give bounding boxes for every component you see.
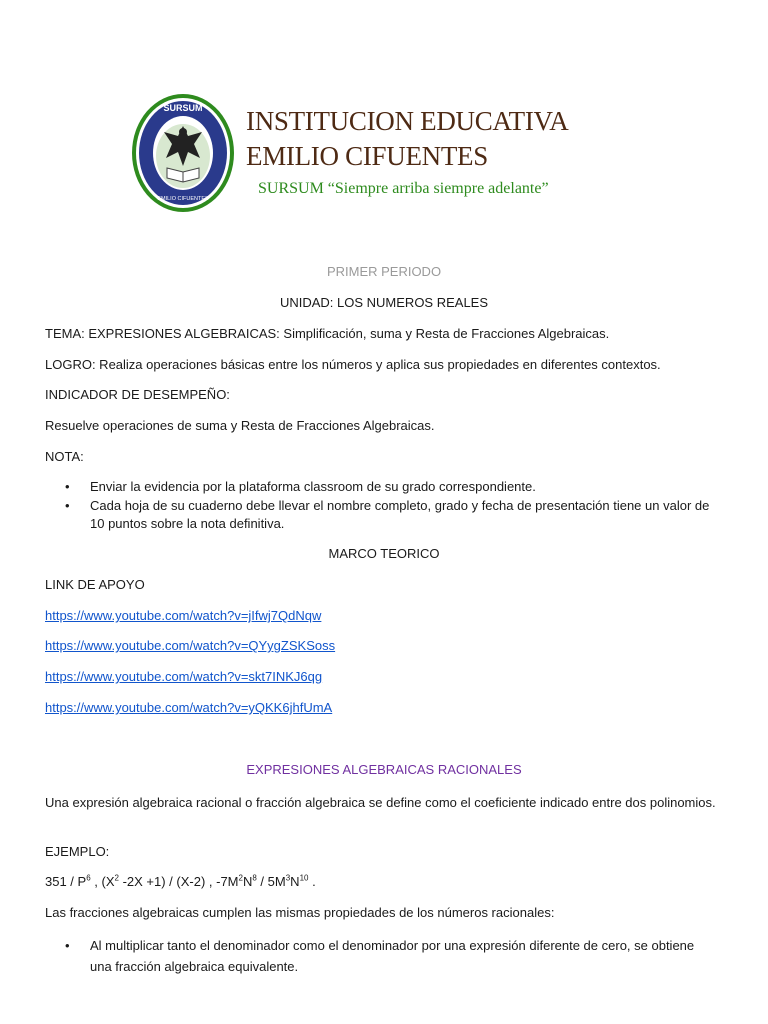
indicator-heading: INDICADOR DE DESEMPEÑO: (45, 387, 230, 402)
example-heading: EJEMPLO: (45, 844, 110, 859)
achievement-line: LOGRO: Realiza operaciones básicas entre los números y aplica sus propiedades en diferentes contextos. (45, 357, 661, 372)
bullet-icon: • (65, 479, 70, 494)
links-heading: LINK DE APOYO (45, 577, 145, 592)
logo-top-text: SURSUM (163, 103, 203, 113)
institution-name-line2: EMILIO CIFUENTES (246, 141, 488, 171)
support-link[interactable]: https://www.youtube.com/watch?v=yQKK6jhfUmA (45, 700, 333, 715)
period-heading: PRIMER PERIODO (326, 264, 442, 279)
unit-heading: UNIDAD: LOS NUMEROS REALES (279, 295, 489, 310)
support-link[interactable]: https://www.youtube.com/watch?v=QYygZSKSoss (45, 638, 336, 653)
theory-heading: MARCO TEORICO (328, 546, 440, 561)
topic-line: TEMA: EXPRESIONES ALGEBRAICAS: Simplificación, suma y Resta de Fracciones Algebraicas. (45, 326, 610, 341)
logo-bottom-text: EMILIO CIFUENTES (157, 196, 209, 202)
note-heading: NOTA: (45, 449, 84, 464)
bullet-icon: • (65, 498, 70, 513)
section-heading: EXPRESIONES ALGEBRAICAS RACIONALES (246, 762, 522, 777)
school-crest-logo (130, 92, 236, 214)
property-item-text: Al multiplicar tanto el denominador como el denominador por una expresión diferente de cero, se obtiene una fracción algebraica equivalente. (90, 938, 695, 974)
support-link[interactable]: https://www.youtube.com/watch?v=skt7INKJ6qg (45, 669, 323, 684)
indicator-text: Resuelve operaciones de suma y Resta de Fracciones Algebraicas. (45, 418, 435, 433)
definition-paragraph: Una expresión algebraica racional o fracción algebraica se define como el coeficiente indicado entre dos polinomios. (45, 795, 716, 810)
note-item-text: Enviar la evidencia por la plataforma classroom de su grado correspondiente. (90, 479, 536, 494)
institution-motto: SURSUM “Siempre arriba siempre adelante” (258, 180, 549, 197)
institution-name-line1: INSTITUCION EDUCATIVA (246, 106, 569, 136)
bullet-icon: • (65, 938, 70, 953)
note-item-text: Cada hoja de su cuaderno debe llevar el nombre completo, grado y fecha de presentación tiene un valor de 10 puntos sobre la nota definitiva. (90, 498, 710, 531)
support-link[interactable]: https://www.youtube.com/watch?v=jIfwj7QdNqw (45, 608, 322, 623)
example-expressions: $351 / P^6$ , ($X^2$ -2X +1) / (X-2) , $-7M^2N^8 / 5M^3N^{10}$ . (45, 873, 316, 889)
properties-intro: Las fracciones algebraicas cumplen las mismas propiedades de los números racionales: (45, 905, 555, 920)
